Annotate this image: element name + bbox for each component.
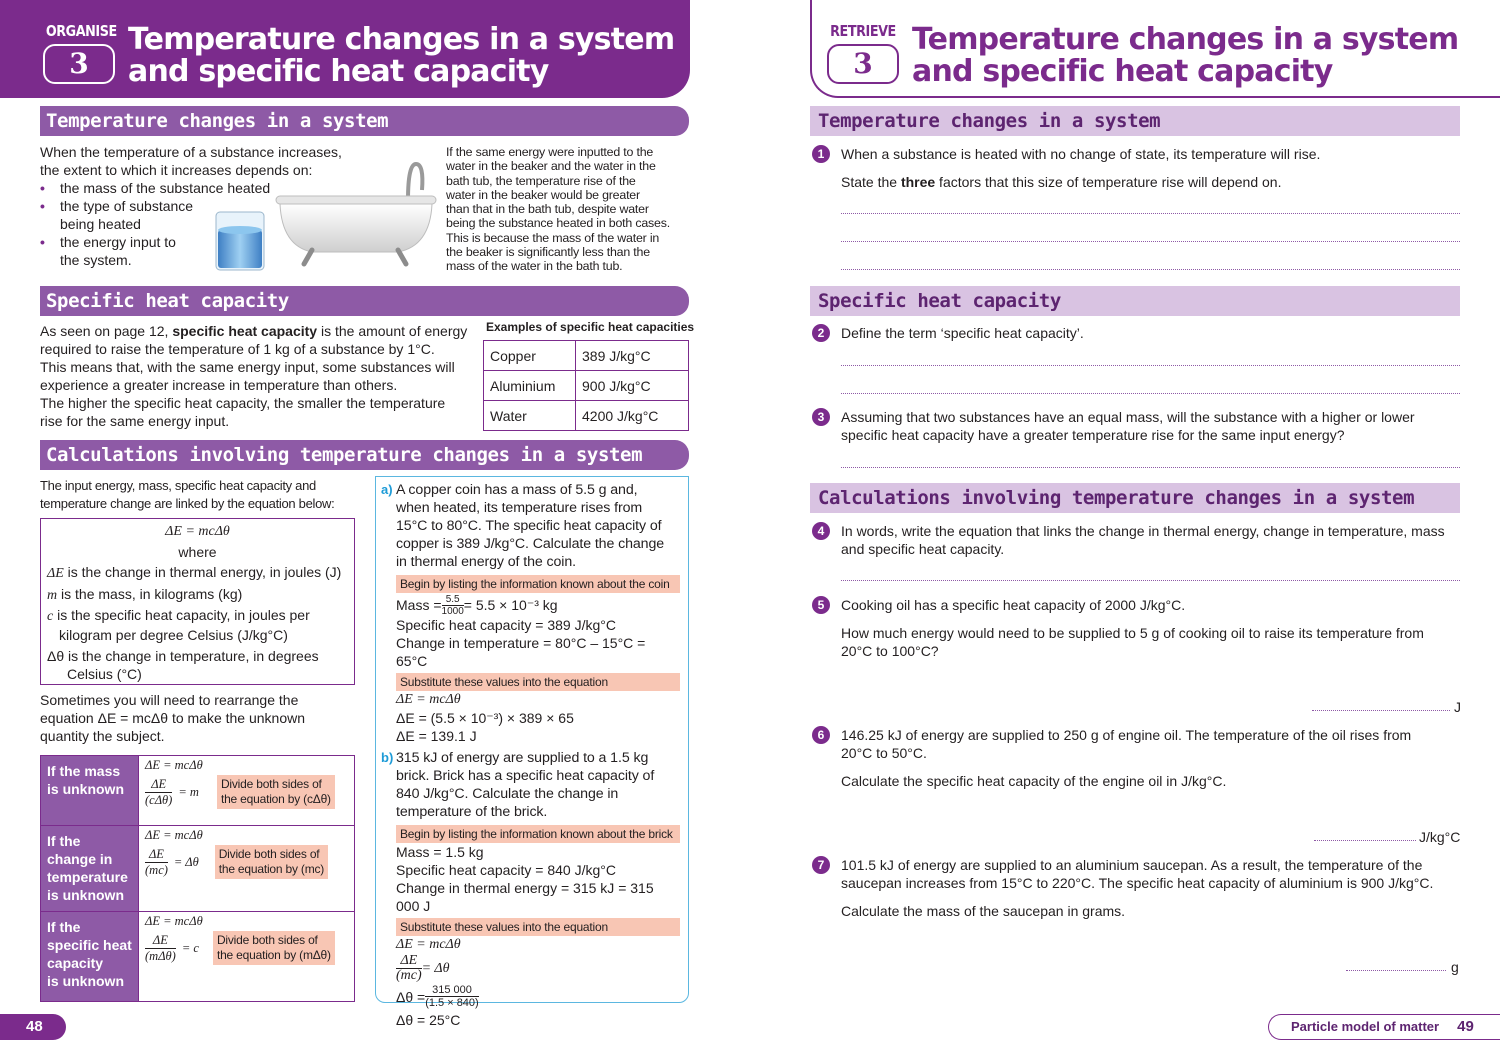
question-number: 3 <box>812 408 830 426</box>
answer-line[interactable] <box>841 269 1460 270</box>
answer-line[interactable] <box>841 580 1460 581</box>
beaker-icon <box>216 212 264 270</box>
answer-line[interactable] <box>1312 710 1450 711</box>
answer-line[interactable] <box>841 241 1460 242</box>
question-text: 101.5 kJ of energy are supplied to an aluminium saucepan. As a result, the temperature of the saucepan increases from 15°C to 220°C. The specific heat capacity of aluminium is 900 J/kg°C. <box>841 857 1434 891</box>
badge-number: 3 <box>43 44 115 84</box>
example-b: b) 315 kJ of energy are supplied to a 1.5 kg brick. Brick has a specific heat capacity of 840 J/kg°C. Calculate the change in temperature of the brick. Begin by listing the information known about the brick Mass = 1.5 kg Specific heat capacity = 840 J/kg°C Change in thermal energy = 315 kJ = 315 000 J Substitute these values into the equation ΔE = mcΔθ $\frac{\Delta E}{(mc)}$ = Δθ Δθ = $\frac{315 000}{(1.5 \times 840)}$ Δθ = 25°C <box>396 749 680 1029</box>
rearrange-table <box>40 755 355 1002</box>
organise-badge <box>40 22 118 84</box>
answer-line[interactable] <box>841 365 1460 366</box>
section-heading: Calculations involving temperature changes in a system <box>810 483 1460 513</box>
table-row: If the mass is unknown ΔE = mcΔθ ΔE (cΔθ) = m Divide both sides of the equation by (cΔθ) <box>41 756 355 826</box>
equation-box: ΔE = mcΔθ where ΔE is the change in thermal energy, in joules (J) m is the mass, in kilograms (kg) c is the specific heat capacity, in joules per kilogram per degree Celsius (J/kg°C) Δθ is the change in temperature, in degrees Celsius (°C) <box>40 518 355 685</box>
shc-definition-text: As seen on page 12, specific heat capacity is the amount of energy required to raise the temperature of 1 kg of a substance by 1°C. This means that, with the same energy input, some substances will experience a greater increase in temperature than others. The higher the specific heat capacity, the smaller the temperature rise for the same energy input. <box>40 323 468 429</box>
answer-line[interactable] <box>1314 840 1416 841</box>
hint-note: Divide both sides of the equation by (cΔθ) <box>217 775 335 809</box>
question-text: When a substance is heated with no change of state, its temperature will rise. <box>841 146 1321 162</box>
footer-chapter <box>1268 1014 1500 1040</box>
question-number: 7 <box>812 856 830 874</box>
page-number: 48 <box>0 1014 66 1040</box>
shc-table <box>483 340 689 431</box>
section-heading: Specific heat capacity <box>40 286 689 316</box>
equation-intro: The input energy, mass, specific heat capacity and temperature change are linked by the equation below: <box>40 478 335 511</box>
section-heading: Temperature changes in a system <box>810 106 1460 136</box>
page-number: 49 <box>1457 1018 1474 1035</box>
worked-examples-box <box>375 476 689 1028</box>
section-heading: Temperature changes in a system <box>40 106 689 136</box>
question-text: 146.25 kJ of energy are supplied to 250 g of engine oil. The temperature of the oil rises from 20°C to 50°C. <box>841 727 1412 761</box>
hint-note: Divide both sides of the equation by (mc) <box>215 845 328 879</box>
question-text: Calculate the mass of the saucepan in grams. <box>841 903 1126 919</box>
answer-line[interactable] <box>841 393 1460 394</box>
list-item: • the type of substance being heated <box>40 197 370 233</box>
retrieve-badge <box>824 22 902 84</box>
answer-line[interactable] <box>1346 970 1446 971</box>
question-text: Assuming that two substances have an equal mass, will the substance with a higher or lower specific heat capacity have a greater temperature rise for the same input energy? <box>841 409 1415 443</box>
beaker-and-bathtub-illustration <box>212 160 444 275</box>
hint-note: Substitute these values into the equation <box>396 918 680 936</box>
answer-unit: J/kg°C <box>1419 829 1461 845</box>
section-heading: Calculations involving temperature changes in a system <box>40 440 689 470</box>
chapter-title: Particle model of matter <box>1291 1019 1440 1034</box>
question-text: Define the term ‘specific heat capacity’. <box>841 325 1084 341</box>
table-caption: Examples of specific heat capacities <box>486 320 695 334</box>
hint-note: Begin by listing the information known about the brick <box>396 825 680 843</box>
section-heading: Specific heat capacity <box>810 286 1460 316</box>
answer-line[interactable] <box>841 213 1460 214</box>
question-number: 5 <box>812 596 830 614</box>
badge-tag: RETRIEVE <box>830 22 896 40</box>
hint-note: Begin by listing the information known about the coin <box>396 575 680 593</box>
answer-line[interactable] <box>841 467 1460 468</box>
question-text: In words, write the equation that links the change in thermal energy, change in temperature, mass and specific heat capacity. <box>841 523 1445 557</box>
hint-note: Divide both sides of the equation by (mΔθ) <box>213 931 335 965</box>
hint-note: Substitute these values into the equation <box>396 673 680 691</box>
list-item: • the mass of the substance heated <box>40 179 370 197</box>
example-a: a) A copper coin has a mass of 5.5 g and, when heated, its temperature rises from 15°C to 80°C. The specific heat capacity of copper is 389 J/kg°C. Calculate the change in thermal energy of the coin. Begin by listing the information known about the coin Mass = $\frac{5.5}{1000}$ = 5.5 × 10⁻³ kg Specific heat capacity = 389 J/kg°C Change in temperature = 80°C – 15°C = 65°C Substitute these values into the equation ΔE = mcΔθ ΔE = (5.5 × 10⁻³) × 389 × 65 ΔE = 139.1 J <box>396 481 680 745</box>
table-row: If the change in temperature is unknown ΔE = mcΔθ $\frac{\Delta E}{(mc)}$ = Δθ Divide both sides of the equation by (mc) <box>41 826 355 912</box>
rearrange-text: Sometimes you will need to rearrange the equation ΔE = mcΔθ to make the unknown quantity the subject. <box>40 692 306 744</box>
table-row: If the specific heat capacity is unknown ΔE = mcΔθ ΔE (mΔθ) = c Divide both sides of the equation by (mΔθ) <box>41 912 355 1002</box>
question-text: How much energy would need to be supplied to 5 g of cooking oil to raise its temperature from 20°C to 100°C? <box>841 625 1424 659</box>
question-number: 1 <box>812 145 830 163</box>
table-row: Water 4200 J/kg°C <box>484 401 689 431</box>
bathtub-explanation: If the same energy were inputted to the water in the beaker and the water in the bath tub, the temperature rise of the water in the beaker would be greater than that in the bath tub, despite water being the substance heated in both cases. This is because the mass of the water in the beaker is significantly less than the mass of the water in the bath tub. <box>446 145 670 274</box>
answer-unit: J <box>1454 699 1461 715</box>
question-text: Cooking oil has a specific heat capacity of 2000 J/kg°C. <box>841 597 1186 613</box>
question-number: 2 <box>812 324 830 342</box>
question-text: State the three factors that this size of temperature rise will depend on. <box>841 174 1282 190</box>
answer-unit: g <box>1451 959 1459 975</box>
question-number: 4 <box>812 522 830 540</box>
list-item: • the energy input to the system. <box>40 233 370 269</box>
table-row: Aluminium 900 J/kg°C <box>484 371 689 401</box>
intro-text: When the temperature of a substance increases, the extent to which it increases depends on: • the mass of the substance heated • the type of substance being heated • the energy input to the system. <box>40 143 370 269</box>
bathtub-icon <box>276 164 436 264</box>
question-number: 6 <box>812 726 830 744</box>
equation: ΔE = mcΔθ <box>165 524 230 539</box>
table-row: Copper 389 J/kg°C <box>484 341 689 371</box>
badge-tag: ORGANISE <box>45 22 117 40</box>
page-title: Temperature changes in a system and specific heat capacity <box>128 22 675 89</box>
page-title: Temperature changes in a system and specific heat capacity <box>912 22 1459 89</box>
question-text: Calculate the specific heat capacity of the engine oil in J/kg°C. <box>841 773 1227 789</box>
badge-number: 3 <box>827 44 899 84</box>
